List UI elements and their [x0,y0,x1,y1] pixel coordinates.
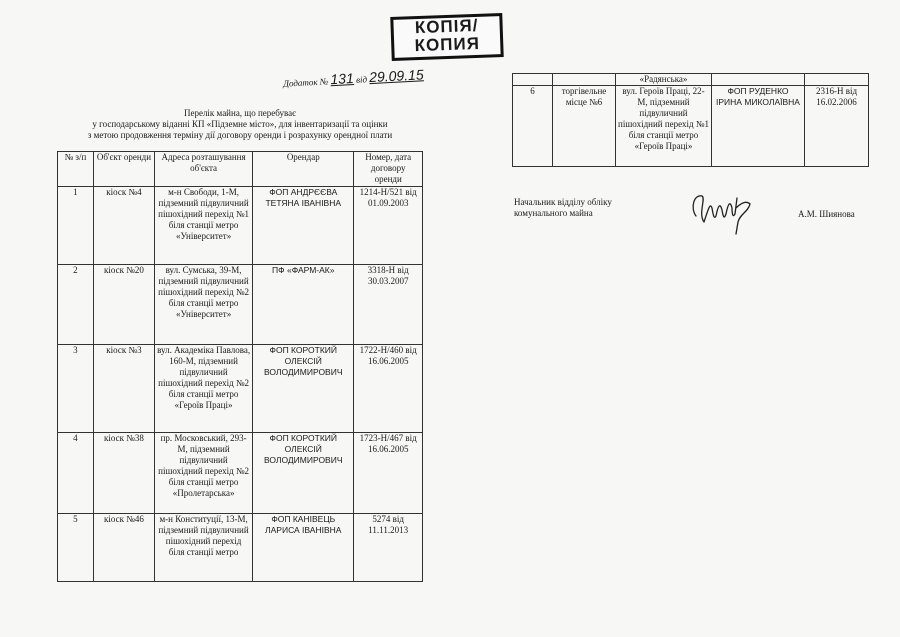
registration-number: 131 [329,69,355,88]
cell-address: вул. Героїв Праці, 22-М, підземний підвуличний пішохідний перехід №1 біля станції метро «Героїв Праці» [616,86,712,167]
registration-line [283,66,424,89]
cell-tenant: ПФ «ФАРМ-АК» [253,265,354,345]
registration-label: Додаток № [282,76,331,89]
header-contract: Номер, дата договору оренди [354,152,423,187]
cell-number: 2 [58,265,94,345]
continuation-cell: «Радянська» [616,74,712,86]
signatory-name: А.М. Шиянова [798,209,855,219]
cell-contract: 1214-Н/521 від 01.09.2003 [354,187,423,265]
position-line-1: Начальник відділу обліку [514,197,612,207]
property-table [57,151,423,582]
handwritten-signature [688,186,758,238]
header-tenant: Орендар [253,152,354,187]
cell-tenant: ФОП АНДРЄЄВА ТЕТЯНА ІВАНІВНА [253,187,354,265]
cell-number: 3 [58,345,94,433]
header-object: Об'єкт оренди [93,152,154,187]
cell-contract: 5274 від 11.11.2013 [354,514,423,582]
cell-object: кіоск №4 [93,187,154,265]
cell-number: 1 [58,187,94,265]
stamp-line-1: КОПІЯ/ [414,15,479,38]
cell-contract: 1722-Н/460 від 16.06.2005 [354,345,423,433]
table-row [58,345,423,433]
cell-contract: 2316-Н від 16.02.2006 [805,86,869,167]
cell-address: м-н Свободи, 1-М, підземний підвуличний пішохідний перехід №1 біля станції метро «Університет» [155,187,253,265]
heading-line-1: Перелік майна, що перебуває [183,108,297,118]
stamp-line-2: КОПИЯ [414,33,481,56]
cell-address: м-н Конституції, 13-М, підземний підвуличний пішохідний перехід біля станції метро [155,514,253,582]
cell-object: торгівельне місце №6 [553,86,616,167]
heading-line-2: у господарському віданні КП «Підземне місто», для інвентаризації та оцінки [92,119,388,129]
cell-object: кіоск №20 [93,265,154,345]
table-row [58,433,423,514]
cell-tenant: ФОП КОРОТКИЙ ОЛЕКСІЙ ВОЛОДИМИРОВИЧ [253,433,354,514]
cell-number: 4 [58,433,94,514]
table-row [58,514,423,582]
table-row [58,265,423,345]
cell-number: 5 [58,514,94,582]
table-header-row [58,152,423,187]
signatory-position [514,197,612,219]
registration-date-label: від [353,74,370,85]
property-table-continued [512,73,869,167]
table-row [513,86,869,167]
heading-line-3: з метою продовження терміну дії договору оренди і розрахунку орендної плати [87,130,393,140]
cell-address: вул. Академіка Павлова, 160-М, підземний підвуличний пішохідний перехід №2 біля станції метро «Героїв Праці» [155,345,253,433]
cell-address: вул. Сумська, 39-М, підземний підвуличний пішохідний перехід №2 біля станції метро «Університет» [155,265,253,345]
document-heading [60,108,420,141]
registration-date: 29.09.15 [368,66,425,86]
cell-contract: 3318-Н від 30.03.2007 [354,265,423,345]
table-row [58,187,423,265]
cell-object: кіоск №46 [93,514,154,582]
header-address: Адреса розташування об'єкта [155,152,253,187]
cell-tenant: ФОП КОРОТКИЙ ОЛЕКСІЙ ВОЛОДИМИРОВИЧ [253,345,354,433]
cell-number: 6 [513,86,553,167]
continuation-row [513,74,869,86]
cell-tenant: ФОП РУДЕНКО ІРИНА МИКОЛАЇВНА [712,86,805,167]
cell-contract: 1723-Н/467 від 16.06.2005 [354,433,423,514]
cell-tenant: ФОП КАНІВЕЦЬ ЛАРИСА ІВАНІВНА [253,514,354,582]
cell-object: кіоск №38 [93,433,154,514]
position-line-2: комунального майна [514,208,593,218]
copy-stamp [390,13,503,61]
cell-object: кіоск №3 [93,345,154,433]
header-number: № з/п [58,152,94,187]
cell-address: пр. Московський, 293-М, підземний підвуличний пішохідний перехід №2 біля станції метро «Пролетарська» [155,433,253,514]
